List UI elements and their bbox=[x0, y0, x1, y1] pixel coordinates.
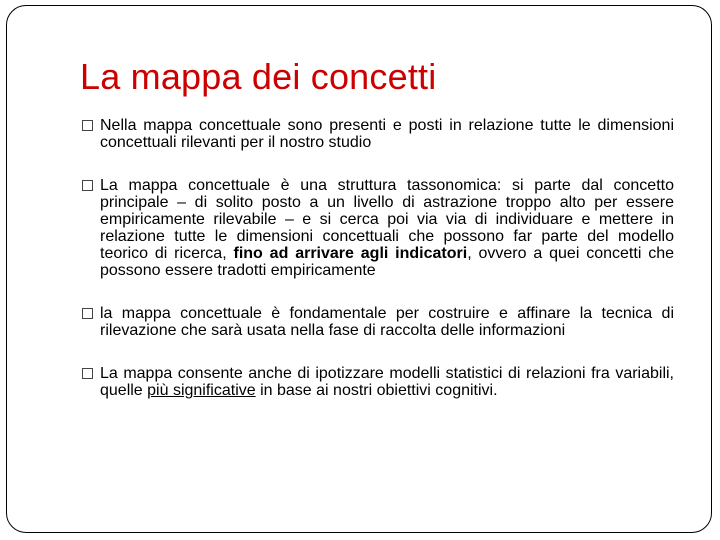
bullet-item bbox=[82, 117, 674, 151]
bullet-text-part: in base ai nostri obiettivi cognitivi. bbox=[255, 382, 498, 399]
bullet-item bbox=[82, 365, 674, 399]
bullet-list bbox=[82, 117, 674, 399]
empty-square-bullet-icon bbox=[82, 120, 93, 131]
bullet-bold-text: fino ad arrivare agli indicatori bbox=[233, 245, 468, 262]
bullet-text: la mappa concettuale è fondamentale per costruire e affinare la tecnica di rilevazione che sarà usata nella fase di raccolta delle informazioni bbox=[100, 305, 674, 339]
bullet-text bbox=[100, 177, 674, 279]
bullet-item bbox=[82, 177, 674, 279]
empty-square-bullet-icon bbox=[82, 368, 93, 379]
empty-square-bullet-icon bbox=[82, 308, 93, 319]
empty-square-bullet-icon bbox=[82, 180, 93, 191]
bullet-text: Nella mappa concettuale sono presenti e posti in relazione tutte le dimensioni concettuali rilevanti per il nostro studio bbox=[100, 117, 674, 151]
slide-title: La mappa dei concetti bbox=[80, 56, 437, 97]
bullet-text-part: , ovvero a quei concetti che possono essere tradotti empiricamente bbox=[100, 245, 675, 279]
bullet-text-part: La mappa concettuale è una struttura tassonomica: si parte dal concetto principale – di solito posto a un livello di astrazione troppo alto per essere empiricamente rilevabile – e si cerca poi via via di individuare e mettere in relazione tutte le dimensioni concettuali che possono far parte del modello teorico di ricerca, bbox=[100, 177, 674, 262]
bullet-underlined-text: più significative bbox=[147, 382, 256, 399]
bullet-item bbox=[82, 305, 674, 339]
bullet-text-part: La mappa consente anche di ipotizzare modelli statistici di relazioni fra variabili, quelle bbox=[100, 365, 674, 399]
bullet-text bbox=[100, 365, 674, 399]
